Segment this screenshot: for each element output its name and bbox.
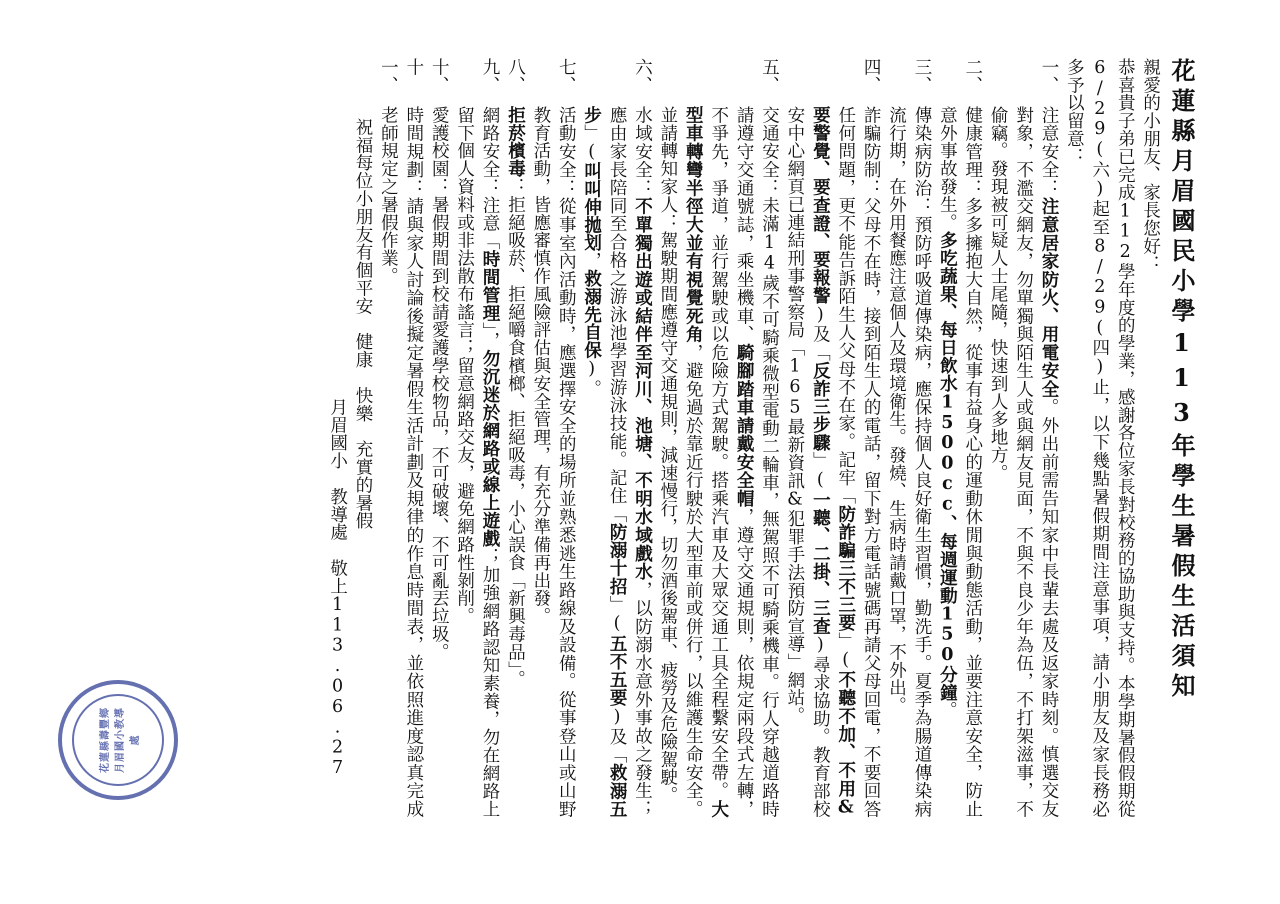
body-text: )尋求協助。教育部校安中心網頁已連結刑事警察局「165最新資訊&犯罪手法預防宣導」網站。: [784, 106, 831, 819]
body-text: ，: [581, 251, 602, 270]
item-text: [502, 106, 527, 818]
emphasis-text: 叫叫伸拋划: [581, 162, 602, 252]
emphasis-text: 一聽、二掛、三查: [810, 490, 831, 635]
body-text: 交通安全：未滿14歲不可騎乘微型電動二輪車，無駕照不可騎乘機車。行人穿越道路時請遵守交通號誌，乘坐機車、: [734, 106, 780, 818]
item-text: [426, 106, 451, 818]
item-number: 九、: [480, 58, 501, 94]
item-number: 二、: [962, 58, 983, 94]
item-text: [451, 106, 502, 818]
emphasis-text: 不聽不加、不用&要警覺、要查證、要報警: [810, 106, 856, 818]
emphasis-text: 救溺五步: [581, 106, 628, 819]
body-text: ；加強網路認知素養，勿在網路上留下個人資料或非法散布謠言；留意網路交友，避免網路性剝削。: [454, 106, 501, 818]
notice-item: [578, 58, 654, 818]
body-text: 」(: [581, 123, 602, 163]
body-text: 注意安全：: [1038, 106, 1059, 198]
body-text: ，以防溺水意外事故之發生；應由家長陪同至合格之游泳池學習游泳技能。記住「: [607, 106, 653, 818]
item-number: 八、: [505, 58, 526, 94]
closing-wish: 祝福每位小朋友有個平安 健康 快樂 充實的暑假: [353, 118, 373, 530]
body-text: 」(: [810, 451, 831, 491]
seal-text: 花蓮縣壽豐鄉月眉國小教導處: [99, 707, 141, 773]
emphasis-text: 不單獨出遊或結伴至河川、池塘、不明水域戲水: [632, 197, 653, 581]
notice-item: [375, 58, 426, 818]
body-text: 詐騙防制：父母不在時，接到陌生人的電話，留下對方電話號碼再請父母回電，不要回答任何問題，更不能告訴陌生人父母不在家。記牢「: [835, 106, 882, 818]
body-text: ：拒絕吸菸、拒絕嚼食檳榔、拒絕吸毒，小心誤食「新興毒品」。: [505, 177, 526, 688]
body-text: 網路安全：注意「: [480, 106, 501, 251]
item-text: [782, 106, 884, 818]
body-text: 愛護校園：暑假期間到校請愛護學校物品，不可破壞、不可亂丟垃圾。: [429, 106, 450, 661]
item-number: 三、: [911, 58, 932, 94]
notice-item: [654, 58, 781, 818]
page-title: 花蓮縣月眉國民小學113年學生暑假生活須知: [1167, 58, 1196, 703]
body-text: )及「: [810, 304, 831, 362]
emphasis-text: 反詐三步驟: [810, 361, 831, 452]
body-text: ，遵守交通規則，依規定兩段式左轉，不爭先，爭道，並行駕駛或以危險方式駕駛。搭乘汽車及大眾交通工具全程繫安全帶。: [708, 106, 755, 818]
body-text: 。: [937, 701, 958, 720]
seal-inner-ring: [72, 694, 164, 786]
body-text: )及「: [607, 706, 628, 764]
item-text: [934, 106, 985, 818]
emphasis-text: 注意居家防火、用電安全: [1038, 197, 1059, 399]
body-text: 傳染病防治：預防呼吸道傳染病，應保持個人良好衛生習慣，勤洗手。夏季為腸道傳染病流行期，在外用餐應注意個人及環境衛生。發燒、生病時請戴口罩，不外出。: [886, 106, 932, 818]
body-text: 活動安全：從事室內活動時，應選擇安全的場所並熟悉逃生路線及設備。從事登山或山野教育活動，皆應審慎作風險評估與安全管理，有充分準備再出發。: [530, 106, 577, 818]
emphasis-text: 騎腳踏車請戴安全帽: [734, 343, 755, 508]
emphasis-text: 防溺十招: [607, 523, 628, 596]
body-text: 」(: [607, 595, 628, 635]
item-number: 六、: [632, 58, 653, 94]
item-text: [375, 106, 426, 818]
emphasis-text: 大型車轉彎半徑大並有視覺死角: [683, 106, 729, 818]
item-text: [985, 106, 1061, 818]
notice-body: [324, 58, 1194, 818]
item-text: [578, 106, 654, 818]
greeting: 親愛的小朋友、家長您好：: [1140, 58, 1161, 273]
notice-item: [426, 58, 451, 818]
emphasis-text: 拒菸檳毒: [505, 106, 526, 178]
notice-item: [782, 58, 884, 818]
item-text: [883, 106, 934, 818]
body-text: 健康管理：多多擁抱大自然，從事有益身心的運動休閒與動態活動，並要注意安全，防止意外事故發生。: [937, 106, 983, 818]
notice-item: [934, 58, 985, 818]
item-number: 五、: [759, 58, 780, 94]
emphasis-text: 救溺先自保: [581, 269, 602, 360]
item-number: 十一、: [378, 58, 424, 94]
notice-item: [883, 58, 934, 818]
emphasis-text: 防詐騙三不三要: [835, 504, 856, 632]
body-text: 時間規劃：請與家人討論後擬定暑假生活計劃及規律的作息時間表，並依照進度認真完成老師規定之暑假作業。: [378, 106, 424, 818]
body-text: 」(: [835, 631, 856, 671]
body-text: 。外出前需告知家中長輩去處及返家時刻。慎選交友對象，不濫交網友，勿單獨與陌生人或與網友見面，不與不良少年為伍，不打架滋事，不偷竊。發現被可疑人士尾隨，快速到人多地方。: [988, 106, 1059, 818]
emphasis-text: 時間管理: [480, 250, 501, 323]
item-number: 十、: [429, 58, 450, 94]
body-text: 水域安全：: [632, 106, 653, 198]
item-text: [654, 106, 781, 818]
emphasis-text: 多吃蔬果、每日飲水1500cc、每週運動150分鐘: [937, 231, 958, 702]
notice-item: [451, 58, 502, 818]
item-text: [527, 106, 578, 818]
item-number: 四、: [861, 58, 882, 94]
body-text: )。: [581, 359, 602, 398]
notice-item: [985, 58, 1061, 818]
notice-item: [527, 58, 578, 818]
emphasis-text: 勿沉迷於網路或線上遊戲: [480, 349, 501, 548]
item-number: 一、: [1038, 58, 1059, 94]
notice-item: [502, 58, 527, 818]
official-seal: [58, 680, 178, 800]
body-text: ，避免過於靠近行駛於大型車前或併行，以維護生命安全。並請轉知家人：駕駛期間應遵守交通規則，減速慢行，切勿酒後駕車、疲勞及危險駕駛。: [657, 106, 704, 818]
signature: 月眉國小 教導處 敬上113.06.27: [327, 397, 348, 778]
body-text: 」，: [480, 322, 501, 350]
item-number: 七、: [556, 58, 577, 94]
intro-paragraph: 恭喜貴子弟已完成112學年度的學業，感謝各位家長對校務的協助與支持。本學期暑假假期從6/29(六)起至8/29(四)止，以下幾點暑假期間注意事項，請小朋友及家長務必多予以留意：: [1064, 58, 1136, 818]
emphasis-text: 五不五要: [607, 634, 628, 707]
